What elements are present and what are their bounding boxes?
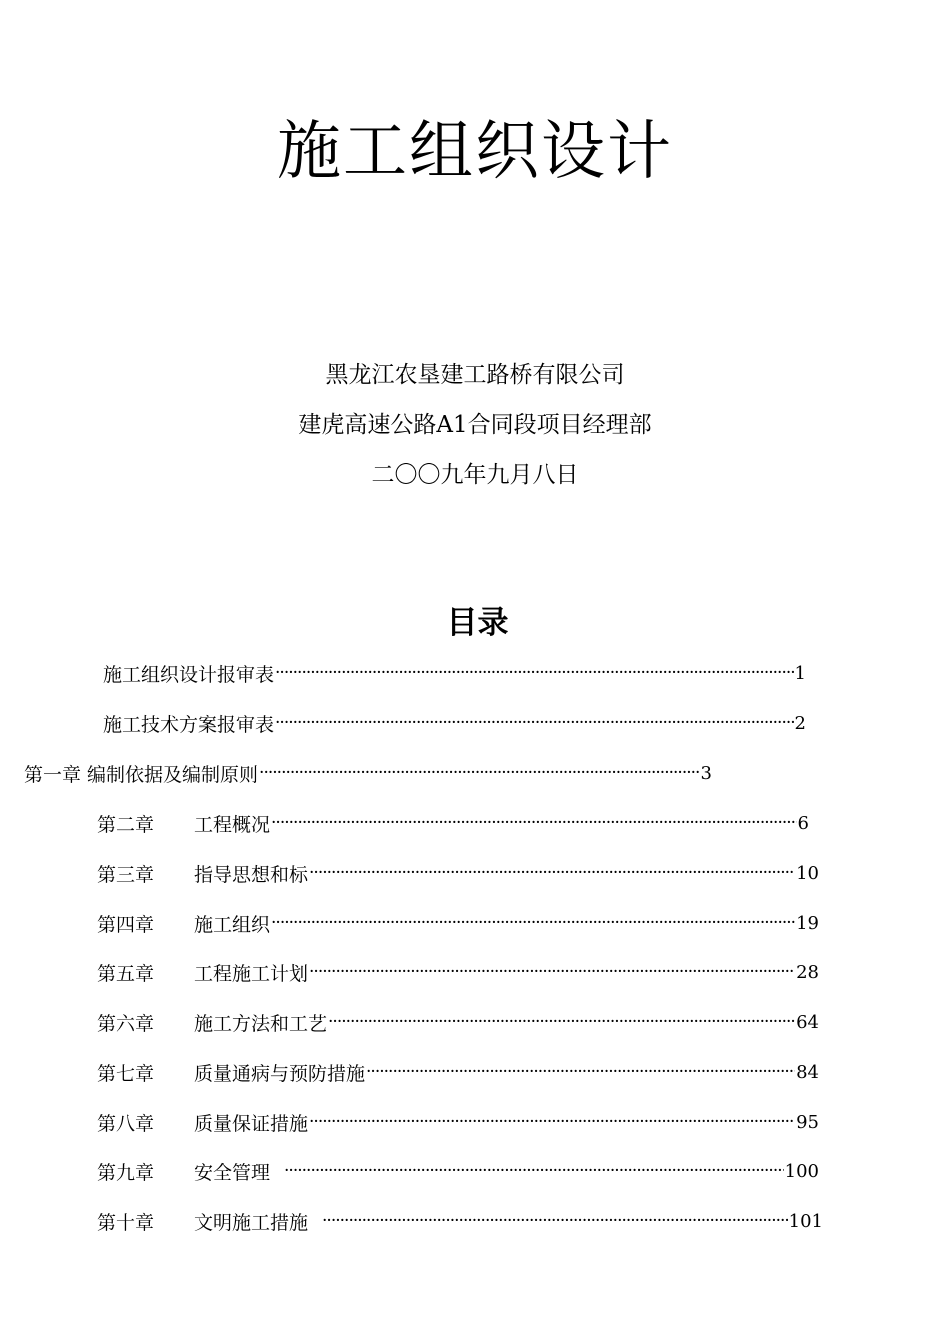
toc-entry-label: 工程施工计划: [194, 962, 309, 985]
toc-entry[interactable]: [97, 1108, 819, 1136]
toc-entry-label: 文明施工措施: [194, 1211, 309, 1234]
toc-entry-label: 质量通病与预防措施: [194, 1062, 366, 1085]
toc-entry-label: 施工方法和工艺: [194, 1012, 328, 1035]
toc-entry[interactable]: [97, 809, 809, 837]
toc-entry-page: 2: [794, 712, 806, 734]
toc-leader-dots: [309, 1112, 795, 1132]
toc-entry[interactable]: [103, 709, 806, 737]
toc-entry[interactable]: [97, 1058, 819, 1086]
toc-entry-label: 指导思想和标: [194, 863, 309, 886]
toc-entry-page: 10: [796, 862, 819, 884]
toc-entry[interactable]: [97, 1207, 823, 1235]
toc-entry-page: 6: [797, 812, 809, 834]
toc-entry-page: 19: [796, 912, 819, 934]
toc-leader-dots: [275, 663, 794, 683]
toc-entry[interactable]: [97, 859, 819, 887]
toc-entry-label: 第一章 编制依据及编制原则: [24, 763, 259, 786]
toc-heading: 目录: [446, 605, 509, 641]
toc-leader-dots: [271, 813, 797, 833]
toc-chapter-number: 第十章: [97, 1211, 155, 1234]
company-name: 黑龙江农垦建工路桥有限公司: [325, 362, 625, 388]
toc-entry-page: 1: [794, 662, 806, 684]
toc-leader-dots: [328, 1012, 795, 1032]
toc-chapter-number: 第六章: [97, 1012, 155, 1035]
toc-entry-page: 95: [796, 1111, 819, 1133]
toc-chapter-number: 第五章: [97, 962, 155, 985]
toc-leader-dots: [322, 1211, 788, 1231]
toc-leader-dots: [271, 913, 795, 933]
toc-entry[interactable]: [97, 909, 819, 937]
toc-entry-label: 工程概况: [194, 813, 271, 836]
toc-leader-dots: [309, 962, 795, 982]
toc-entry[interactable]: [24, 759, 712, 787]
department-name: 建虎高速公路A1合同段项目经理部: [298, 412, 652, 438]
toc-entry[interactable]: [97, 1157, 819, 1185]
toc-entry-page: 64: [796, 1011, 819, 1033]
toc-chapter-number: 第七章: [97, 1062, 155, 1085]
toc-entry-label: 施工组织: [194, 913, 271, 936]
document-date: 二〇〇九年九月八日: [371, 462, 579, 488]
toc-entry-label: 质量保证措施: [194, 1112, 309, 1135]
toc-entry-label: 施工技术方案报审表: [103, 713, 275, 736]
toc-leader-dots: [366, 1062, 795, 1082]
toc-entry-page: 100: [784, 1160, 819, 1182]
toc-entry-page: 84: [796, 1061, 819, 1083]
toc-chapter-number: 第三章: [97, 863, 155, 886]
toc-chapter-number: 第九章: [97, 1161, 155, 1184]
toc-entry[interactable]: [97, 1008, 819, 1036]
toc-entry-label: 安全管理: [194, 1161, 271, 1184]
toc-entry-label: 施工组织设计报审表: [103, 663, 275, 686]
toc-leader-dots: [284, 1161, 784, 1181]
toc-chapter-number: 第四章: [97, 913, 155, 936]
toc-leader-dots: [275, 713, 794, 733]
toc-entry-page: 101: [788, 1210, 823, 1232]
toc-leader-dots: [259, 763, 700, 783]
toc-leader-dots: [309, 863, 795, 883]
toc-chapter-number: 第八章: [97, 1112, 155, 1135]
toc-chapter-number: 第二章: [97, 813, 155, 836]
document-title: 施工组织设计: [277, 115, 673, 189]
toc-entry[interactable]: [97, 958, 819, 986]
toc-entry-page: 28: [796, 961, 819, 983]
toc-entry[interactable]: [103, 659, 806, 687]
toc-entry-page: 3: [700, 762, 712, 784]
